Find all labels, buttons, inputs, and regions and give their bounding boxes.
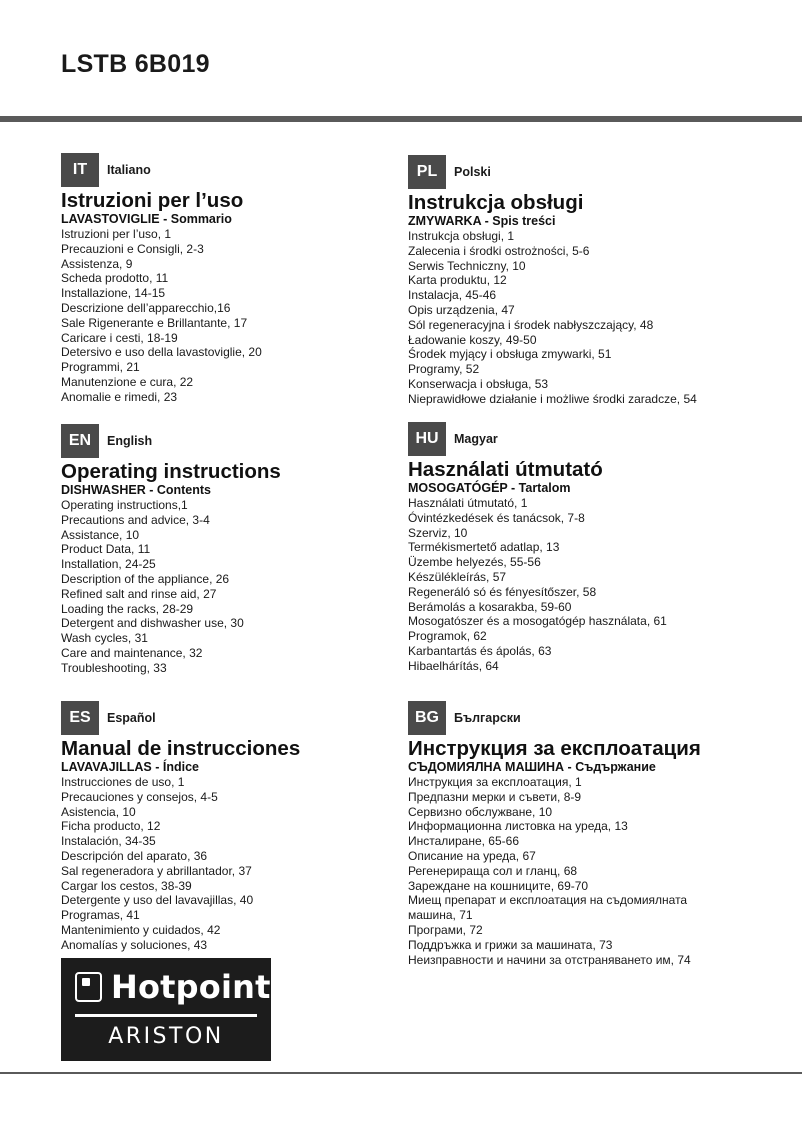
section-title: Manual de instrucciones <box>61 737 301 760</box>
list-item: Sól regeneracyjna i środek nabłyszczający, 48 <box>408 317 654 332</box>
list-item: Sal regeneradora y abrillantador, 37 <box>61 863 252 878</box>
language-code-badge: EN <box>61 424 99 458</box>
hotpoint-ariston-logo <box>61 958 271 1061</box>
list-item: Сервизно обслужване, 10 <box>408 804 553 819</box>
section-hu <box>408 421 788 674</box>
section-pl <box>408 154 788 407</box>
list-item: Programy, 52 <box>408 362 480 377</box>
contents-list <box>61 775 441 953</box>
section-es <box>61 700 441 953</box>
section-subtitle: LAVAVAJILLAS - Índice <box>61 760 199 774</box>
list-item: Caricare i cesti, 18-19 <box>61 330 178 345</box>
list-item: Zalecenia i środki ostrożności, 5-6 <box>408 243 590 258</box>
language-code-badge: IT <box>61 153 99 187</box>
language-code-badge: HU <box>408 422 446 456</box>
list-item: Assistenza, 9 <box>61 256 133 271</box>
list-item: Konserwacja i obsługa, 53 <box>408 376 549 391</box>
section-subtitle: СЪДОМИЯЛНА МАШИНА - Съдържание <box>408 760 656 774</box>
list-item: Precautions and advice, 3-4 <box>61 512 210 527</box>
section-subtitle: MOSOGATÓGÉP - Tartalom <box>408 481 571 495</box>
list-item: Installazione, 14-15 <box>61 286 166 301</box>
list-item: Instalacja, 45-46 <box>408 288 497 303</box>
language-name: Español <box>107 711 156 725</box>
list-item: Operating instructions,1 <box>61 498 188 512</box>
list-item: Description of the appliance, 26 <box>61 571 230 586</box>
list-item: Предпазни мерки и съвети, 8-9 <box>408 789 582 804</box>
list-item: Karbantartás és ápolás, 63 <box>408 643 552 658</box>
list-item: Berámolás a kosarakba, 59-60 <box>408 599 572 614</box>
list-item: Serwis Techniczny, 10 <box>408 258 526 273</box>
list-item: Istruzioni per l’uso, 1 <box>61 227 172 241</box>
list-item: Programas, 41 <box>61 908 140 923</box>
list-item: Programmi, 21 <box>61 360 140 375</box>
contents-list <box>408 229 788 407</box>
list-item: Mantenimiento y cuidados, 42 <box>61 922 221 937</box>
list-item: Поддръжка и грижи за машината, 73 <box>408 937 613 952</box>
list-item: Precauzioni e Consigli, 2-3 <box>61 241 204 256</box>
contents-list <box>61 498 441 676</box>
top-divider <box>0 116 802 122</box>
list-item: Care and maintenance, 32 <box>61 645 203 660</box>
section-subtitle: ZMYWARKA - Spis treści <box>408 214 556 228</box>
list-item: Opis urządzenia, 47 <box>408 302 515 317</box>
list-item: Programok, 62 <box>408 629 487 644</box>
list-item: Неизправности и начини за отстраняването им, 74 <box>408 952 691 967</box>
language-code-badge: PL <box>408 155 446 189</box>
list-item: Product Data, 11 <box>61 542 151 557</box>
section-title: Инструкция за експлоатация <box>408 737 701 760</box>
language-header <box>408 700 788 736</box>
list-item: Nieprawidłowe działanie i możliwe środki zaradcze, 54 <box>408 391 697 406</box>
contents-list <box>61 227 441 405</box>
language-header <box>61 423 441 459</box>
list-item: Миещ препарат и експлоатация на съдомиялната машина, 71 <box>408 893 688 923</box>
language-name: Polski <box>454 165 491 179</box>
list-item: Üzembe helyezés, 55-56 <box>408 555 541 570</box>
list-item: Karta produktu, 12 <box>408 273 507 288</box>
language-name: English <box>107 434 153 448</box>
list-item: Anomalías y soluciones, 43 <box>61 937 208 952</box>
contents-list <box>408 775 788 967</box>
section-bg <box>408 700 788 967</box>
logo-divider <box>75 1014 257 1017</box>
hotpoint-logo-icon <box>75 972 102 1002</box>
list-item: Detergente y uso del lavavajillas, 40 <box>61 893 254 908</box>
language-header <box>408 421 788 457</box>
list-item: Instrucciones de uso, 1 <box>61 775 185 789</box>
list-item: Refined salt and rinse aid, 27 <box>61 586 217 601</box>
list-item: Информационна листовка на уреда, 13 <box>408 819 628 834</box>
list-item: Зареждане на кошниците, 69-70 <box>408 878 589 893</box>
language-code-badge: ES <box>61 701 99 735</box>
logo-sub: ARISTON <box>108 1024 224 1049</box>
list-item: Ładowanie koszy, 49-50 <box>408 332 537 347</box>
list-item: Assistance, 10 <box>61 527 140 542</box>
list-item: Asistencia, 10 <box>61 804 136 819</box>
list-item: Регенерираща сол и гланц, 68 <box>408 863 578 878</box>
contents-list <box>408 496 788 674</box>
section-subtitle: DISHWASHER - Contents <box>61 483 211 497</box>
list-item: Програми, 72 <box>408 922 483 937</box>
list-item: Scheda prodotto, 11 <box>61 271 169 286</box>
section-title: Istruzioni per l’uso <box>61 189 244 212</box>
list-item: Manutenzione e cura, 22 <box>61 374 194 389</box>
list-item: Инсталиране, 65-66 <box>408 834 519 849</box>
section-it <box>61 152 441 405</box>
list-item: Használati útmutató, 1 <box>408 496 528 510</box>
list-item: Cargar los cestos, 38-39 <box>61 878 192 893</box>
list-item: Precauciones y consejos, 4-5 <box>61 789 218 804</box>
language-name: Български <box>454 711 521 725</box>
list-item: Sale Rigenerante e Brillantante, 17 <box>61 315 248 330</box>
list-item: Termékismertető adatlap, 13 <box>408 540 560 555</box>
list-item: Описание на уреда, 67 <box>408 848 536 863</box>
list-item: Wash cycles, 31 <box>61 631 148 646</box>
logo-brand: Hotpoint <box>111 968 271 1006</box>
list-item: Descripción del aparato, 36 <box>61 848 208 863</box>
list-item: Descrizione dell’apparecchio,16 <box>61 300 231 315</box>
language-name: Italiano <box>107 163 151 177</box>
section-en <box>61 423 441 676</box>
list-item: Instalación, 34-35 <box>61 834 156 849</box>
list-item: Óvintézkedések és tanácsok, 7-8 <box>408 510 585 525</box>
list-item: Készülékleírás, 57 <box>408 569 507 584</box>
list-item: Regeneráló só és fényesítőszer, 58 <box>408 584 597 599</box>
list-item: Detersivo e uso della lavastoviglie, 20 <box>61 345 262 360</box>
list-item: Installation, 24-25 <box>61 557 156 572</box>
list-item: Troubleshooting, 33 <box>61 660 167 675</box>
list-item: Szerviz, 10 <box>408 525 468 540</box>
bottom-divider <box>0 1072 802 1074</box>
list-item: Detergent and dishwasher use, 30 <box>61 616 244 631</box>
list-item: Środek myjący i obsługa zmywarki, 51 <box>408 347 612 362</box>
list-item: Hibaelhárítás, 64 <box>408 658 499 673</box>
section-subtitle: LAVASTOVIGLIE - Sommario <box>61 212 232 226</box>
language-header <box>408 154 788 190</box>
language-header <box>61 152 441 188</box>
language-header <box>61 700 441 736</box>
list-item: Инструкция за експлоатация, 1 <box>408 775 582 789</box>
section-title: Instrukcja obsługi <box>408 191 584 214</box>
list-item: Loading the racks, 28-29 <box>61 601 194 616</box>
model-title: LSTB 6B019 <box>61 50 210 78</box>
list-item: Mosogatószer és a mosogatógép használata, 61 <box>408 614 667 629</box>
language-name: Magyar <box>454 432 498 446</box>
language-code-badge: BG <box>408 701 446 735</box>
list-item: Anomalie e rimedi, 23 <box>61 389 178 404</box>
list-item: Instrukcja obsługi, 1 <box>408 229 515 243</box>
section-title: Használati útmutató <box>408 458 603 481</box>
section-title: Operating instructions <box>61 460 281 483</box>
list-item: Ficha producto, 12 <box>61 819 161 834</box>
